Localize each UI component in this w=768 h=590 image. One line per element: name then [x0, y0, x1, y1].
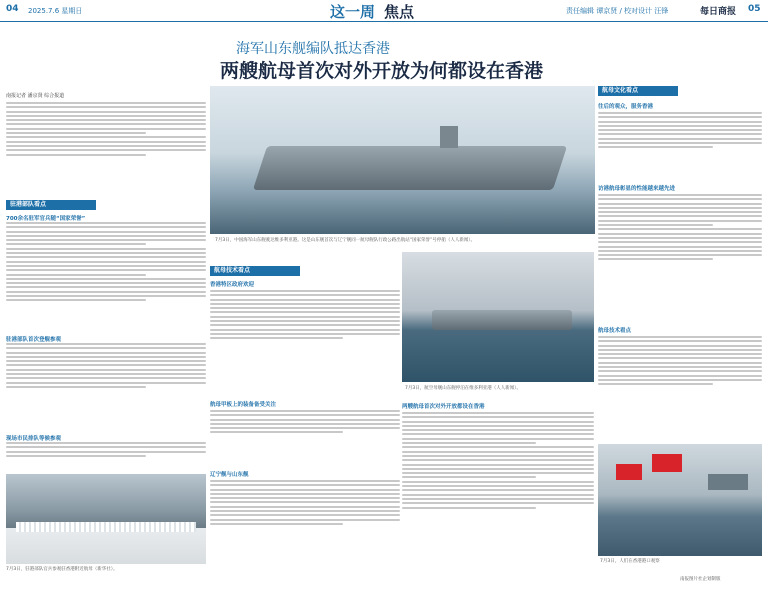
left-text-block-2 — [6, 343, 206, 443]
harbor-ship-shape — [432, 310, 572, 330]
section-focus: 焦点 — [384, 3, 415, 21]
subhead-5: 航母甲板上的装备备受关注 — [210, 402, 277, 408]
sailors-row-shape — [16, 522, 196, 532]
editor-credits: 责任编辑 谭京贤 / 校对设计 汪锋 — [566, 7, 669, 15]
subhead-6: 辽宁舰与山东舰 — [210, 472, 249, 478]
mid-right-text-block — [402, 412, 594, 584]
right-text-block-2 — [598, 194, 762, 324]
page-number-right: 05 — [748, 4, 761, 14]
subhead-4: 香港特区政府欢迎 — [210, 282, 255, 288]
right-text-block-1 — [598, 112, 762, 182]
carrier-island-shape — [440, 126, 458, 148]
byline: 南报记者 潘京贤 综合报道 — [6, 93, 65, 99]
mid-text-block-3 — [210, 480, 400, 584]
subhead-9: 访港航母彰显的性能越来越先进 — [598, 186, 676, 192]
section-bar-right: 航母文化看点 — [598, 86, 678, 96]
photo-credit: 南报图片社企划制版 — [680, 577, 721, 582]
intro-text-block — [6, 102, 206, 202]
section-bar-mid: 航母技术看点 — [210, 266, 300, 276]
flag-shape-2 — [652, 454, 682, 472]
subhead-1: 700余名驻军官兵随“国家荣誉” — [6, 216, 86, 222]
paper-name: 每日商报 — [700, 7, 737, 17]
mid-text-block-2 — [210, 410, 400, 470]
page-header — [0, 0, 768, 22]
flags-crowd-photo — [598, 444, 762, 556]
subhead-3: 现场市民排队等候参观 — [6, 436, 62, 442]
headline-title: 两艘航母首次对外开放为何都设在香港 — [220, 60, 544, 82]
personnel-deck-photo — [6, 474, 206, 564]
caption-left-photo: 7月3日，驻港部队官兵参观驻香港附近航母（新华社）。 — [6, 567, 118, 572]
caption-top-photo: 7月3日，中国海军山东舰驶达维多利亚港。这是山东舰首次与辽宁舰同一航母舰队行政公路出航站“国家荣誉”号停船（人人新闻）。 — [215, 238, 476, 243]
mid-text-block-1 — [210, 290, 400, 400]
harbor-carrier-photo — [402, 252, 594, 382]
section-title: 这一周 — [330, 3, 376, 21]
carrier-aerial-photo — [210, 86, 595, 234]
subhead-8: 往后的观众，服务香港 — [598, 104, 654, 110]
headline-kicker: 海军山东舰编队抵达香港 — [236, 41, 390, 57]
flag-shape-1 — [616, 464, 642, 480]
page-number-left: 04 — [6, 4, 19, 14]
distant-ship-shape — [708, 474, 748, 490]
subhead-7: 两艘航母首次对外开放都设在香港 — [402, 404, 485, 410]
right-text-block-3 — [598, 336, 762, 436]
caption-right-photo: 7月3日，人们在香港港口观察 — [600, 559, 660, 564]
subhead-10: 航母技术看点 — [598, 328, 632, 334]
section-bar-left: 驻港部队看点 — [6, 200, 96, 210]
left-text-block-3 — [6, 442, 206, 472]
subhead-2: 驻港部队首次登舰参观 — [6, 337, 62, 343]
caption-mid-photo: 7月3日，航空母舰山东舰停泊在维多利亚港（人人新闻）。 — [405, 386, 521, 391]
issue-date: 2025.7.6 星期日 — [28, 7, 83, 15]
carrier-ship-shape — [253, 146, 567, 190]
